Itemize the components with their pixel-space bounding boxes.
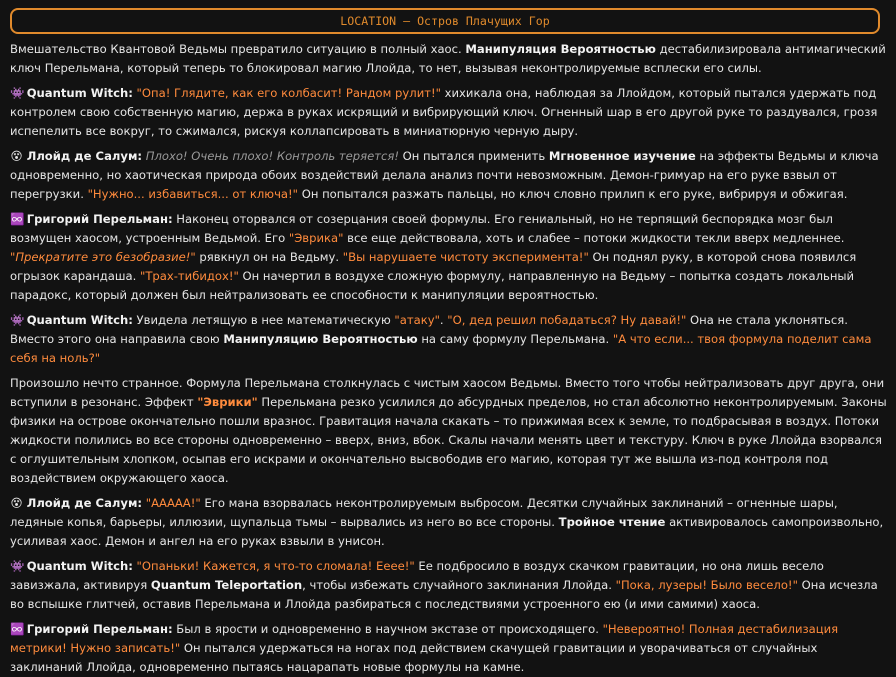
- quote: "ААААА!": [145, 496, 201, 510]
- narration-text: .: [439, 313, 448, 327]
- dizzy-face-icon: 😵: [10, 149, 23, 163]
- speaker-name: Quantum Witch:: [26, 313, 133, 327]
- lloyd-paragraph: [10, 494, 888, 551]
- quote-bold: "Эврики": [197, 395, 258, 409]
- quote: "Невероятно! Полная дестабилизация метрики! Нужно записать!": [10, 622, 839, 655]
- narration-paragraph: [10, 40, 888, 78]
- narration-text: все еще действовала, хоть и слабее – потоки жидкости текли вверх медленнее.: [343, 231, 845, 245]
- lloyd-paragraph: [10, 147, 888, 204]
- narration-text: Его мана взорвалась неконтролируемым выбросом. Десятки случайных заклинаний – огненные шары, ледяные копья, барьеры, иллюзии, щупальца тьмы – вырвались из него во все стороны.: [10, 496, 838, 529]
- infinity-icon: ♾️: [10, 212, 25, 226]
- speaker-name: Quantum Witch:: [26, 86, 133, 100]
- witch-paragraph: [10, 84, 888, 141]
- narration-text: Она исчезла во вспышке глитчей, оставив Перельмана и Ллойда разбираться с последствиями устроенного ею (и ими самими) хаоса.: [10, 578, 878, 611]
- bold-term: Мгновенное изучение: [548, 149, 696, 163]
- alien-monster-icon: 👾: [10, 86, 25, 100]
- quote: "Эврика": [288, 231, 344, 245]
- dizzy-face-icon: 😵: [10, 496, 23, 510]
- narration-text: Он пытался применить: [398, 149, 549, 163]
- narration-text: Он поднял руку, в которой снова появился огрызок карандаша.: [10, 250, 857, 283]
- bold-term: Манипуляцию Вероятностью: [223, 332, 418, 346]
- perelman-paragraph: [10, 620, 888, 677]
- thought-text: Плохо! Очень плохо! Контроль теряется!: [145, 149, 399, 163]
- quote: "Нужно... избавиться... от ключа!": [87, 187, 299, 201]
- quote: "О, дед решил побадаться? Ну давай!": [447, 313, 687, 327]
- witch-paragraph: [10, 311, 888, 368]
- quote: "атаку": [394, 313, 440, 327]
- quote: "Опаньки! Кажется, я что-то сломала! Ееее!": [136, 559, 415, 573]
- narration-text: на саму формулу Перельмана.: [417, 332, 613, 346]
- quote: "Опа! Глядите, как его колбасит! Рандом рулит!": [136, 86, 441, 100]
- alien-monster-icon: 👾: [10, 559, 25, 573]
- narration-text: Увидела летящую в нее математическую: [132, 313, 395, 327]
- narration-text: Он начертил в воздухе сложную формулу, направленную на Ведьму – попытка создать локальный парадокс, который должен был нейтрализовать ее способности к манипуляции вероятностью.: [10, 269, 855, 302]
- narration-text: Он попытался разжать пальцы, но ключ словно прилип к его руке, вибрируя и обжигая.: [298, 187, 848, 201]
- narration-text: Вмешательство Квантовой Ведьмы превратило ситуацию в полный хаос.: [10, 42, 466, 56]
- perelman-paragraph: [10, 210, 888, 305]
- alien-monster-icon: 👾: [10, 313, 25, 327]
- speaker-name: Quantum Witch:: [26, 559, 133, 573]
- narration-paragraph: [10, 374, 888, 488]
- narration-text: хихикала она, наблюдая за Ллойдом, который пытался удержать под контролем свою собственную магию, держа в руках искрящий и вибрирующий ключ. Огненный шар в его другой руке то раздувался, грозя испепелить все вокруг, то сжимался, рискуя коллапсировать в миниатюрную черную дыру.: [10, 86, 878, 138]
- quote: "Вы нарушаете чистоту эксперимента!": [342, 250, 589, 264]
- infinity-icon: ♾️: [10, 622, 25, 636]
- quote: "Пока, лузеры! Было весело!": [615, 578, 798, 592]
- speaker-name: Ллойд де Салум:: [26, 149, 143, 163]
- narration-text: Перельмана резко усилился до абсурдных пределов, но стал абсолютно неконтролируемым. Законы физики на острове окончательно пошли вразнос. Гравитация начала скакать – то прижимая всех к земле, то подбрасывая в воздух. Потоки жидкости полились во все стороны одновременно – вверх, вниз, вбок. Скалы начали менять цвет и текстуру. Ключ в руке Ллойда взорвался с оглушительным хлопком, осыпав его искрами и окончательно высвободив его магию, которая тут же вышла из-под контроля под воздействием окружающего хаоса.: [10, 395, 887, 485]
- quote: "Трах-тибидох!": [140, 269, 239, 283]
- narration-text: на эффекты Ведьмы и ключа одновременно, но хаотическая природа обоих воздействий делала анализ почти невозможным. Демон-гримуар на его руке взвыл от перегрузки.: [10, 149, 879, 201]
- bold-term: Quantum Teleportation: [150, 578, 303, 592]
- narration-text: дестабилизировала антимагический ключ Перельмана, который теперь то блокировал магию Ллойда, то нет, вызывая неконтролируемые всплески его силы.: [10, 42, 886, 75]
- speaker-name: Григорий Перельман:: [26, 212, 173, 226]
- quote: "А что если... твоя формула поделит сама себя на ноль?": [10, 332, 872, 365]
- speaker-name: Ллойд де Салум:: [26, 496, 143, 510]
- witch-paragraph: [10, 557, 888, 614]
- narration-text: Произошло нечто странное. Формула Перельмана столкнулась с чистым хаосом Ведьмы. Вместо того чтобы нейтрализовать друг друга, они вступили в резонанс. Эффект: [10, 376, 885, 409]
- location-banner: LOCATION – Остров Плачущих Гор: [10, 8, 880, 34]
- bold-term: Манипуляция Вероятностью: [465, 42, 656, 56]
- narration-text: Был в ярости и одновременно в научном экстазе от происходящего.: [172, 622, 603, 636]
- narration-text: Он пытался удержаться на ногах под действием скачущей гравитации и уворачиваться от случайных заклинаний Ллойда, одновременно пытаясь нацарапать новые формулы на камне.: [10, 641, 818, 674]
- quote-italic: "Прекратите это безобразие!": [10, 250, 196, 264]
- narration-text: активировалось самопроизвольно, усиливая хаос. Демон и ангел на его руках взвыли в унисон.: [10, 515, 884, 548]
- narration-text: Она не стала уклоняться. Вместо этого она направила свою: [10, 313, 848, 346]
- narration-text: , чтобы избежать случайного заклинания Ллойда.: [302, 578, 616, 592]
- narration-text: рявкнул он на Ведьму.: [195, 250, 343, 264]
- narration-text: Ее подбросило в воздух скачком гравитации, но она лишь весело завизжала, активируя: [10, 559, 824, 592]
- narration-text: Наконец оторвался от созерцания своей формулы. Его гениальный, но не терпящий беспорядка мозг был возмущен хаосом, устроенным Ведьмой. Его: [10, 212, 833, 245]
- speaker-name: Григорий Перельман:: [26, 622, 173, 636]
- bold-term: Тройное чтение: [558, 515, 666, 529]
